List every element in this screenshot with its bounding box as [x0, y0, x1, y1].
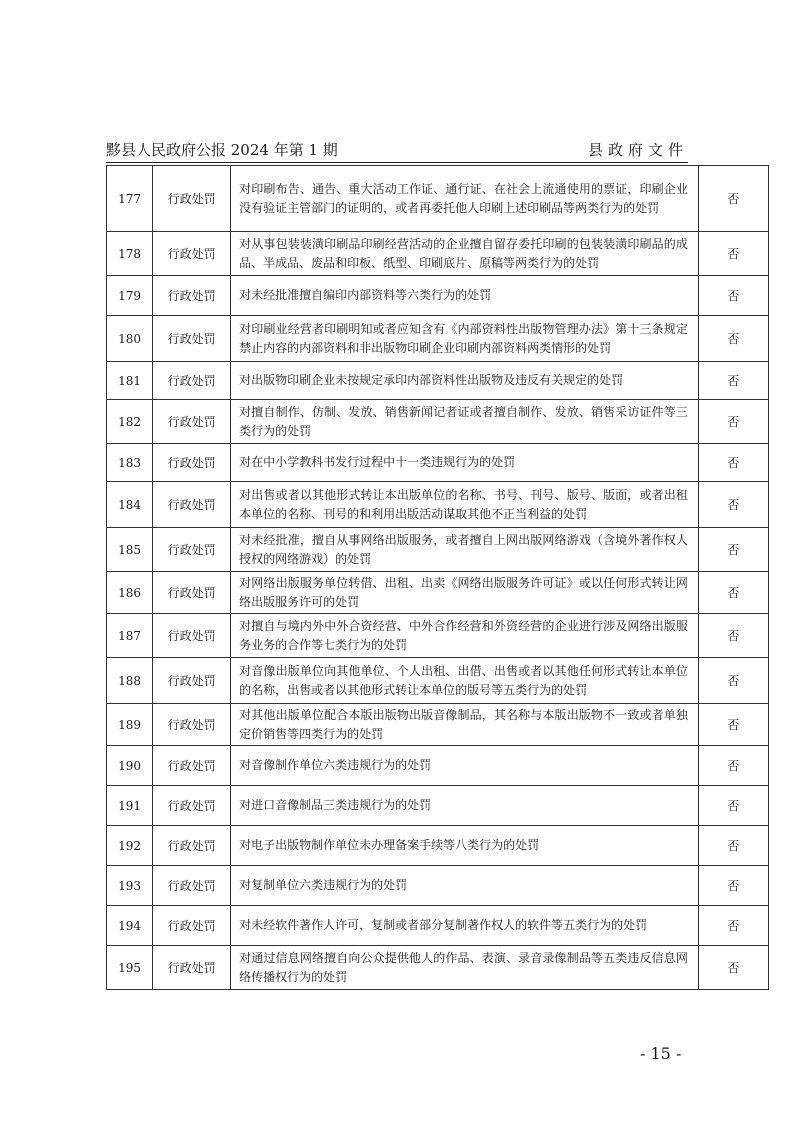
- row-item: 对未经批准擅自编印内部资料等六类行为的处罚: [231, 276, 699, 316]
- row-number: 179: [107, 276, 153, 316]
- row-flag: 否: [698, 362, 768, 400]
- row-item: 对通过信息网络擅自向公众提供他人的作品、表演、录音录像制品等五类违反信息网络传播权行为的处罚: [231, 946, 699, 990]
- row-item: 对未经批准，擅自从事网络出版服务，或者擅自上网出版网络游戏（含境外著作权人授权的网络游戏）的处罚: [231, 528, 699, 572]
- row-flag: 否: [698, 826, 768, 866]
- row-type: 行政处罚: [153, 528, 231, 572]
- row-flag: 否: [698, 444, 768, 482]
- table-row: [107, 362, 769, 400]
- row-number: 187: [107, 614, 153, 658]
- row-type: 行政处罚: [153, 786, 231, 826]
- row-flag: 否: [698, 906, 768, 946]
- row-number: 177: [107, 166, 153, 232]
- row-flag: 否: [698, 316, 768, 362]
- row-item: 对出售或者以其他形式转让本出版单位的名称、书号、刊号、版号、版面，或者出租本单位的名称、刊号的和利用出版活动谋取其他不正当利益的处罚: [231, 482, 699, 528]
- row-number: 188: [107, 658, 153, 704]
- row-type: 行政处罚: [153, 316, 231, 362]
- row-flag: 否: [698, 482, 768, 528]
- table-row: [107, 400, 769, 444]
- row-flag: 否: [698, 528, 768, 572]
- row-type: 行政处罚: [153, 232, 231, 276]
- row-item: 对印刷业经营者印刷明知或者应知含有《内部资料性出版物管理办法》第十三条规定禁止内容的内部资料和非出版物印刷企业印刷内部资料两类情形的处罚: [231, 316, 699, 362]
- row-flag: 否: [698, 946, 768, 990]
- table-row: [107, 786, 769, 826]
- row-number: 181: [107, 362, 153, 400]
- table-row: [107, 528, 769, 572]
- row-item: 对音像制作单位六类违规行为的处罚: [231, 746, 699, 786]
- table-row: [107, 906, 769, 946]
- row-item: 对进口音像制品三类违规行为的处罚: [231, 786, 699, 826]
- row-number: 180: [107, 316, 153, 362]
- penalty-items-table: [106, 165, 769, 990]
- row-item: 对未经软件著作人许可，复制或者部分复制著作权人的软件等五类行为的处罚: [231, 906, 699, 946]
- header-rule: [106, 162, 688, 163]
- row-number: 194: [107, 906, 153, 946]
- table-row: [107, 316, 769, 362]
- row-item: 对在中小学教科书发行过程中十一类违规行为的处罚: [231, 444, 699, 482]
- row-item: 对其他出版单位配合本版出版物出版音像制品，其名称与本版出版物不一致或者单独定价销售等四类行为的处罚: [231, 704, 699, 746]
- row-flag: 否: [698, 746, 768, 786]
- row-type: 行政处罚: [153, 658, 231, 704]
- row-number: 189: [107, 704, 153, 746]
- table-row: [107, 482, 769, 528]
- table-row: [107, 276, 769, 316]
- table-row: [107, 444, 769, 482]
- row-item: 对电子出版物制作单位未办理备案手续等八类行为的处罚: [231, 826, 699, 866]
- row-type: 行政处罚: [153, 704, 231, 746]
- page-number: - 15 -: [640, 1044, 682, 1063]
- row-type: 行政处罚: [153, 400, 231, 444]
- row-item: 对网络出版服务单位转借、出租、出卖《网络出版服务许可证》或以任何形式转让网络出版服务许可的处罚: [231, 572, 699, 614]
- row-flag: 否: [698, 400, 768, 444]
- row-type: 行政处罚: [153, 572, 231, 614]
- row-item: 对从事包装装潢印刷品印刷经营活动的企业擅自留存委托印刷的包装装潢印刷品的成品、半成品、废品和印板、纸型、印刷底片、原稿等两类行为的处罚: [231, 232, 699, 276]
- row-number: 184: [107, 482, 153, 528]
- row-number: 183: [107, 444, 153, 482]
- row-number: 185: [107, 528, 153, 572]
- table-row: [107, 746, 769, 786]
- section-title: 县政府文件: [587, 141, 688, 159]
- row-item: 对擅自制作、仿制、发放、销售新闻记者证或者擅自制作、发放、销售采访证件等三类行为的处罚: [231, 400, 699, 444]
- table-row: [107, 946, 769, 990]
- row-type: 行政处罚: [153, 906, 231, 946]
- row-number: 193: [107, 866, 153, 906]
- table-row: [107, 166, 769, 232]
- row-item: 对复制单位六类违规行为的处罚: [231, 866, 699, 906]
- table-row: [107, 572, 769, 614]
- row-type: 行政处罚: [153, 946, 231, 990]
- row-flag: 否: [698, 166, 768, 232]
- table-row: [107, 232, 769, 276]
- row-item: 对擅自与境内外中外合资经营、中外合作经营和外资经营的企业进行涉及网络出版服务业务的合作等七类行为的处罚: [231, 614, 699, 658]
- row-flag: 否: [698, 276, 768, 316]
- row-flag: 否: [698, 572, 768, 614]
- table-row: [107, 614, 769, 658]
- row-number: 192: [107, 826, 153, 866]
- row-flag: 否: [698, 704, 768, 746]
- row-type: 行政处罚: [153, 826, 231, 866]
- row-flag: 否: [698, 786, 768, 826]
- row-item: 对音像出版单位向其他单位、个人出租、出借、出售或者以其他任何形式转让本单位的名称，出售或者以其他形式转让本单位的版号等五类行为的处罚: [231, 658, 699, 704]
- table-row: [107, 658, 769, 704]
- row-item: 对出版物印刷企业未按规定承印内部资料性出版物及违反有关规定的处罚: [231, 362, 699, 400]
- row-type: 行政处罚: [153, 276, 231, 316]
- row-type: 行政处罚: [153, 482, 231, 528]
- row-flag: 否: [698, 866, 768, 906]
- table-row: [107, 826, 769, 866]
- row-type: 行政处罚: [153, 166, 231, 232]
- row-number: 186: [107, 572, 153, 614]
- row-number: 190: [107, 746, 153, 786]
- table-row: [107, 704, 769, 746]
- row-number: 191: [107, 786, 153, 826]
- row-flag: 否: [698, 614, 768, 658]
- row-number: 178: [107, 232, 153, 276]
- row-type: 行政处罚: [153, 362, 231, 400]
- table-row: [107, 866, 769, 906]
- row-type: 行政处罚: [153, 614, 231, 658]
- row-number: 182: [107, 400, 153, 444]
- gazette-title: 黟县人民政府公报 2024 年第 1 期: [106, 141, 338, 159]
- row-item: 对印刷布告、通告、重大活动工作证、通行证、在社会上流通使用的票证，印刷企业没有验证主管部门的证明的，或者再委托他人印刷上述印刷品等两类行为的处罚: [231, 166, 699, 232]
- row-flag: 否: [698, 658, 768, 704]
- row-number: 195: [107, 946, 153, 990]
- row-type: 行政处罚: [153, 746, 231, 786]
- row-flag: 否: [698, 232, 768, 276]
- row-type: 行政处罚: [153, 866, 231, 906]
- row-type: 行政处罚: [153, 444, 231, 482]
- running-header: [106, 140, 688, 160]
